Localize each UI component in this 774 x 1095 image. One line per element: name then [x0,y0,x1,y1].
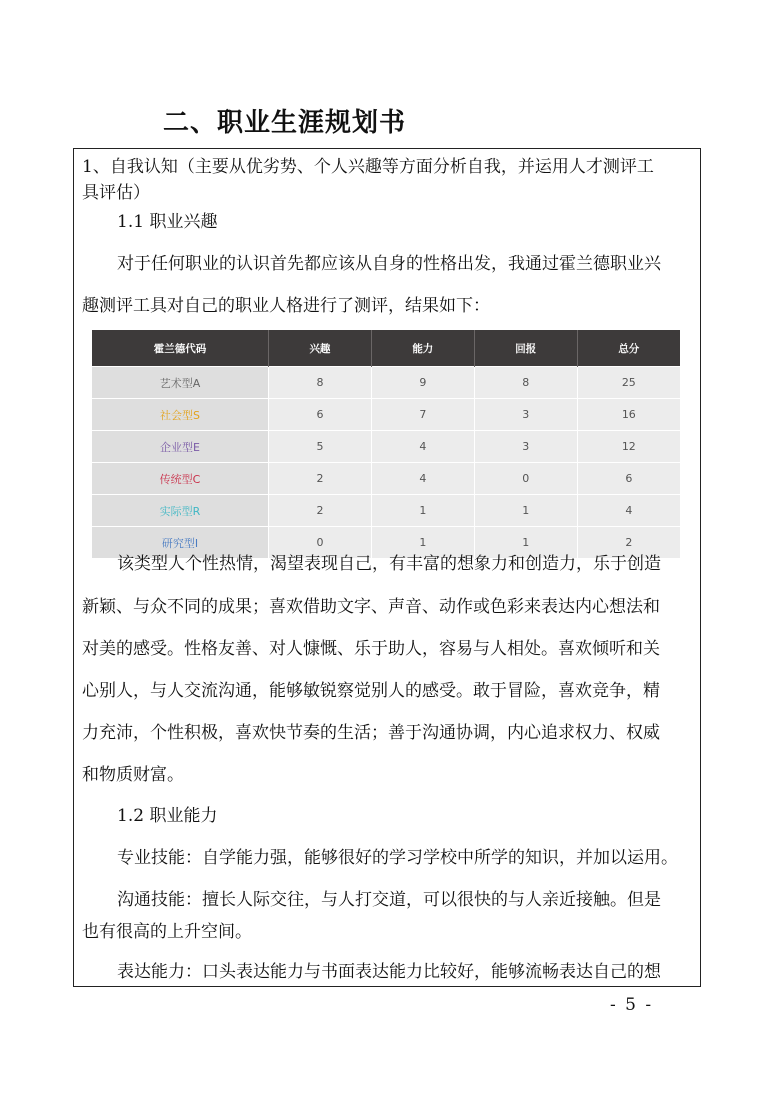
ability-cell: 4 [371,431,474,463]
personality-line: 新颖、与众不同的成果；喜欢借助文字、声音、动作或色彩来表达内心想法和 [82,597,660,617]
interest-cell: 6 [269,399,372,431]
page-number: - 5 - [610,995,654,1015]
holland-code-cell: 艺术型A [92,367,269,399]
total-cell: 6 [577,463,680,495]
holland-code-cell: 传统型C [92,463,269,495]
holland-code-cell: 研究型I [92,527,269,559]
reward-cell: 8 [474,367,577,399]
column-header: 兴趣 [269,330,372,367]
ability-cell: 7 [371,399,474,431]
reward-cell: 3 [474,399,577,431]
ability-line: 也有很高的上升空间。 [82,922,252,942]
subsection-title-interest: 1.1 职业兴趣 [117,212,218,232]
total-cell: 4 [577,495,680,527]
column-header: 回报 [474,330,577,367]
ability-cell: 1 [371,495,474,527]
ability-line: 表达能力：口头表达能力与书面表达能力比较好，能够流畅表达自己的想 [117,962,661,982]
reward-cell: 3 [474,431,577,463]
personality-line: 和物质财富。 [82,765,184,785]
table-header-row [92,330,680,367]
reward-cell: 1 [474,495,577,527]
personality-line: 该类型人个性热情，渴望表现自己，有丰富的想象力和创造力，乐于创造 [117,554,661,574]
holland-code-cell: 社会型S [92,399,269,431]
intro-line: 对于任何职业的认识首先都应该从自身的性格出发，我通过霍兰德职业兴 [117,254,661,274]
holland-score-table [92,330,680,558]
table-row [92,367,680,399]
reward-cell: 1 [474,527,577,559]
table-row [92,431,680,463]
ability-cell: 4 [371,463,474,495]
interest-cell: 2 [269,463,372,495]
page-heading: 二、职业生涯规划书 [163,108,407,138]
subsection-title-ability: 1.2 职业能力 [117,806,218,826]
total-cell: 12 [577,431,680,463]
table-row [92,399,680,431]
section-heading-line1: 1、自我认知（主要从优劣势、个人兴趣等方面分析自我，并运用人才测评工 [82,157,654,177]
personality-line: 心别人，与人交流沟通，能够敏锐察觉别人的感受。敢于冒险，喜欢竞争，精 [82,681,660,701]
column-header: 霍兰德代码 [92,330,269,367]
column-header: 总分 [577,330,680,367]
section-heading-line2: 具评估） [82,183,150,203]
total-cell: 25 [577,367,680,399]
total-cell: 16 [577,399,680,431]
interest-cell: 8 [269,367,372,399]
ability-cell: 9 [371,367,474,399]
reward-cell: 0 [474,463,577,495]
personality-line: 对美的感受。性格友善、对人慷慨、乐于助人，容易与人相处。喜欢倾听和关 [82,639,660,659]
ability-line: 专业技能：自学能力强，能够很好的学习学校中所学的知识，并加以运用。 [117,848,678,868]
table-row [92,495,680,527]
intro-line: 趣测评工具对自己的职业人格进行了测评，结果如下： [82,296,490,316]
interest-cell: 0 [269,527,372,559]
holland-code-cell: 企业型E [92,431,269,463]
column-header: 能力 [371,330,474,367]
interest-cell: 2 [269,495,372,527]
table-row [92,463,680,495]
ability-line: 沟通技能：擅长人际交往，与人打交道，可以很快的与人亲近接触。但是 [117,890,661,910]
ability-cell: 1 [371,527,474,559]
interest-cell: 5 [269,431,372,463]
total-cell: 2 [577,527,680,559]
personality-line: 力充沛，个性积极，喜欢快节奏的生活；善于沟通协调，内心追求权力、权威 [82,723,660,743]
holland-code-cell: 实际型R [92,495,269,527]
